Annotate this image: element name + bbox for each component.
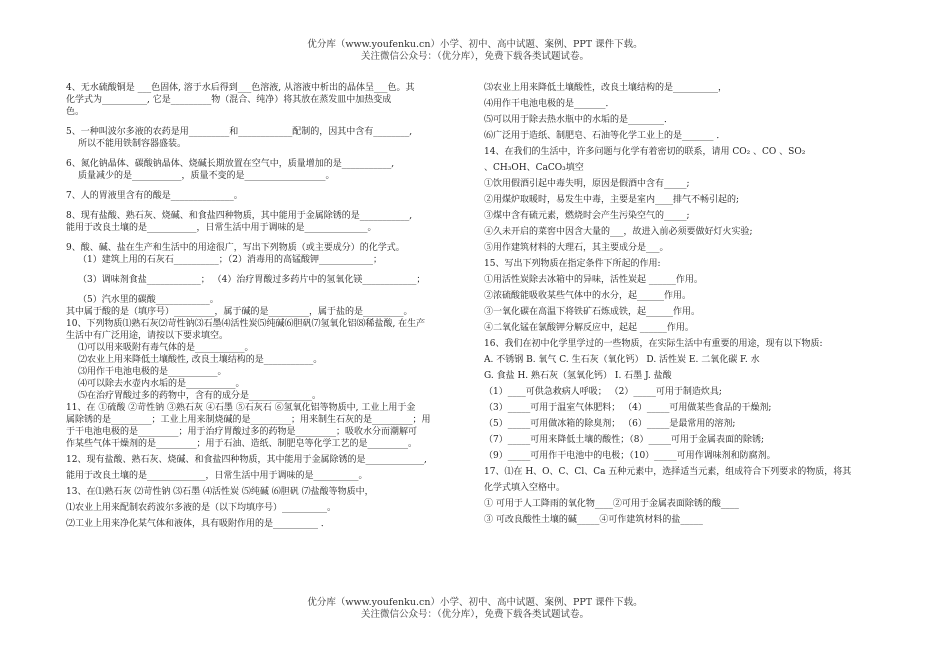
q14-line-2: 、CH₃OH、CaCO₃填空 bbox=[484, 163, 584, 173]
q16-line-2: A. 不锈钢 B. 氧气 C. 生石灰（氧化钙） D. 活性炭 E. 二氧化碳 F. 水 bbox=[484, 355, 760, 365]
spacer bbox=[66, 118, 470, 126]
q15-line-3: ②浓硫酸能吸收某些气体中的水分，起______作用。 bbox=[484, 291, 692, 301]
q10-line-4: ⑵农业上用来降低土壤酸性, 改良土壤结构的是___________。 bbox=[78, 355, 323, 365]
q15-line-4: ③一氧化碳在高温下将铁矿石炼成铁，起______作用。 bbox=[484, 307, 701, 317]
header-line-1: 优分库（www.youfenku.cn）小学、初中、高中试题、案例、PPT 课件下载。 bbox=[307, 39, 643, 50]
q8-line-1: 8、现有盐酸、熟石灰、烧碱、和食盐四种物质，其中能用于金属除锈的是___________, bbox=[66, 211, 413, 221]
q16-line-8: （9）_____可用作干电池中的电极；（10）_____可用作调味剂和防腐剂。 bbox=[484, 451, 776, 461]
q15-line-5: ④二氧化锰在氯酸钾分解反应中，起起 ______作用。 bbox=[484, 323, 694, 333]
q12-line-1: 12、现有盐酸、熟石灰、烧碱、和食盐四种物质，其中能用于金属除锈的是_____________, bbox=[66, 455, 427, 465]
q13-line-6: ⑸可以用于除去热水瓶中的水垢的是________． bbox=[484, 115, 674, 125]
q13-line-2: ⑴农业上用来配制农药波尔多液的是（以下均填序号）__________。 bbox=[66, 503, 337, 513]
q14-line-6: ④久未开启的菜窖中因含大量的___，故进入前必须要做好灯火实验; bbox=[484, 227, 753, 237]
q17-line-4: ③ 可改良酸性土壤的碱_____④可作建筑材料的盐_____ bbox=[484, 515, 703, 525]
spacer bbox=[66, 266, 470, 274]
q15-line-1: 15、写出下列物质在指定条件下所起的作用: bbox=[484, 259, 661, 269]
q7-line: 7、人的胃液里含有的酸是______________。 bbox=[66, 191, 243, 201]
q11-line-4: 作某些气体干燥剂的是_________；用于石油、造纸、制肥皂等化学工艺的是_________。 bbox=[66, 439, 418, 449]
q13-line-1: 13、在⑴熟石灰 ⑵苛性钠 ⑶石墨 ⑷活性炭 ⑸纯碱 ⑹胆矾 ⑺盐酸等物质中， bbox=[66, 487, 374, 497]
q4-line-1: 4、无水硫酸铜是 ___色固体, 溶于水后得到___色溶液, 从溶液中析出的晶体呈___色。其 bbox=[66, 83, 415, 93]
q10-line-5: ⑶用作干电池电极的是___________。 bbox=[78, 367, 227, 377]
q17-line-3: ① 可用于人工降雨的氧化物____②可用于金属表面除锈的酸____ bbox=[484, 499, 739, 509]
q13-line-5: ⑷用作干电池电极的是_______． bbox=[484, 99, 615, 109]
q9-line-3: （3）调味剂食盐____________； （4）治疗胃酸过多药片中的氢氧化镁____________； bbox=[78, 275, 426, 285]
q16-line-3: G. 食盐 H. 熟石灰（氢氧化钙） I. 石墨 J. 盐酸 bbox=[484, 371, 672, 381]
q14-line-1: 14、在我们的生活中，许多问题与化学有着密切的联系，请用 CO₂ 、CO 、SO₂ bbox=[484, 147, 806, 157]
q13-line-3: ⑵工业上用来净化某气体和液体，具有吸附作用的是__________ ． bbox=[66, 519, 330, 529]
q10-line-2: 生活中有广泛用途，请按以下要求填空。 bbox=[66, 331, 229, 341]
spacer bbox=[66, 234, 470, 242]
spacer bbox=[66, 286, 470, 294]
q10-line-3: ⑴可以用来吸附有毒气体的是___________。 bbox=[78, 343, 254, 353]
footer-line-2: 关注微信公众号：（优分库），免费下载各类试题试卷。 bbox=[360, 609, 589, 620]
q9-line-4: （5）汽水里的碳酸____________。 bbox=[78, 295, 219, 305]
q10-line-1: 10、下列物质⑴熟石灰⑵苛性钠⑶石墨⑷活性炭⑸纯碱⑹胆矾⑺氢氧化铝⑻稀盐酸, 在生产 bbox=[66, 319, 426, 329]
q17-line-2: 化学式填入空格中。 bbox=[484, 483, 566, 493]
q10-line-6: ⑷可以除去水壶内水垢的是___________。 bbox=[78, 379, 245, 389]
q4-line-2: 化学式为__________, 它是_________物（混合、纯净）将其放在蒸发皿中加热变成 bbox=[66, 95, 392, 105]
q14-line-3: ①饮用假酒引起中毒失明，原因是假酒中含有_____; bbox=[484, 179, 690, 189]
q5-line-2: 所以不能用铁制容器盛装。 bbox=[78, 139, 187, 149]
q11-line-2: 属除锈的是_________；工业上用来制烧碱的是_________；用来制生石灰的是_________；用 bbox=[66, 415, 431, 425]
spacer bbox=[66, 202, 470, 210]
spacer bbox=[66, 150, 470, 158]
q14-line-7: ⑤用作建筑材料的大理石，其主要成分是___。 bbox=[484, 243, 669, 253]
q9-line-2: （1）建筑上用的石灰石__________；（2）消毒用的高锰酸钾____________； bbox=[78, 255, 382, 265]
q6-line-2: 质量减少的是___________，质量不变的是__________________。 bbox=[78, 171, 335, 181]
page-footer bbox=[0, 597, 950, 621]
q13-line-7: ⑹广泛用于造纸、制肥皂、石油等化学工业上的是_______ ． bbox=[484, 131, 726, 141]
q16-line-1: 16、我们在初中化学里学过的一些物质，在实际生活中有重要的用途，现有以下物质: bbox=[484, 339, 823, 349]
q17-line-1: 17、⑴在 H、O、C、Cl、Ca 五种元素中，选择适当元素，组成符合下列要求的物质，将其 bbox=[484, 467, 852, 477]
q15-line-2: ①用活性炭除去冰箱中的异味，活性炭起 ______作用。 bbox=[484, 275, 703, 285]
q9-line-1: 9、酸、碱、盐在生产和生活中的用途很广，写出下列物质（或主要成分）的化学式。 bbox=[66, 243, 405, 253]
q13-line-4: ⑶农业上用来降低土壤酸性，改良土壤结构的是__________， bbox=[484, 83, 728, 93]
q11-line-3: 于干电池电极的是_________；用于治疗胃酸过多的药物是_________；吸收水分而潮解可 bbox=[66, 427, 418, 437]
q16-line-4: （1）____可供急救病人呼吸； （2）_____可用于制造炊具; bbox=[484, 387, 722, 397]
q14-line-5: ③煤中含有硫元素，燃烧时会产生污染空气的_____; bbox=[484, 211, 690, 221]
page-header bbox=[0, 39, 950, 63]
q4-line-3: 色。 bbox=[66, 107, 85, 117]
q9-line-5: 其中属于酸的是（填序号）_________，属于碱的是_________，属于盐的是_________。 bbox=[66, 307, 413, 317]
q16-line-5: （3）_____可用于温室气体肥料； （4）_____可用做某些食品的干燥剂; bbox=[484, 403, 772, 413]
q11-line-1: 11、在 ①硫酸 ②苛性钠 ③熟石灰 ④石墨 ⑤石灰石 ⑥氢氧化铝等物质中, 工业上用于金 bbox=[66, 403, 416, 413]
header-line-2: 关注微信公众号：（优分库），免费下载各类试题试卷。 bbox=[360, 51, 589, 62]
q14-line-4: ②用煤炉取暖时，易发生中毒，主要是室内____排气不畅引起的; bbox=[484, 195, 740, 205]
q6-line-1: 6、氮化钠晶体、碳酸钠晶体、烧碱长期放置在空气中，质量增加的是___________, bbox=[66, 159, 395, 169]
q10-line-7: ⑸在治疗胃酸过多的药物中，含有的成分是______________。 bbox=[78, 391, 322, 401]
q16-line-7: （7）_____可用来降低土壤的酸性；（8）_____可用于金属表面的除锈; bbox=[484, 435, 764, 445]
footer-line-1: 优分库（www.youfenku.cn）小学、初中、高中试题、案例、PPT 课件下载。 bbox=[307, 597, 643, 608]
right-column bbox=[484, 82, 886, 526]
spacer bbox=[66, 182, 470, 190]
q16-line-6: （5）_____可用做冰箱的除臭剂； （6）_____是最常用的溶剂; bbox=[484, 419, 736, 429]
q5-line-1: 5、一种叫波尔多液的农药是用_________和____________配制的，因其中含有________, bbox=[66, 127, 413, 137]
q12-line-2: 能用于改良土壤的是_____________，日常生活中用于调味的是__________。 bbox=[66, 471, 368, 481]
q8-line-2: 能用于改良土壤的是___________，日常生活中用于调味的是______________。 bbox=[66, 223, 377, 233]
left-column bbox=[66, 82, 470, 530]
